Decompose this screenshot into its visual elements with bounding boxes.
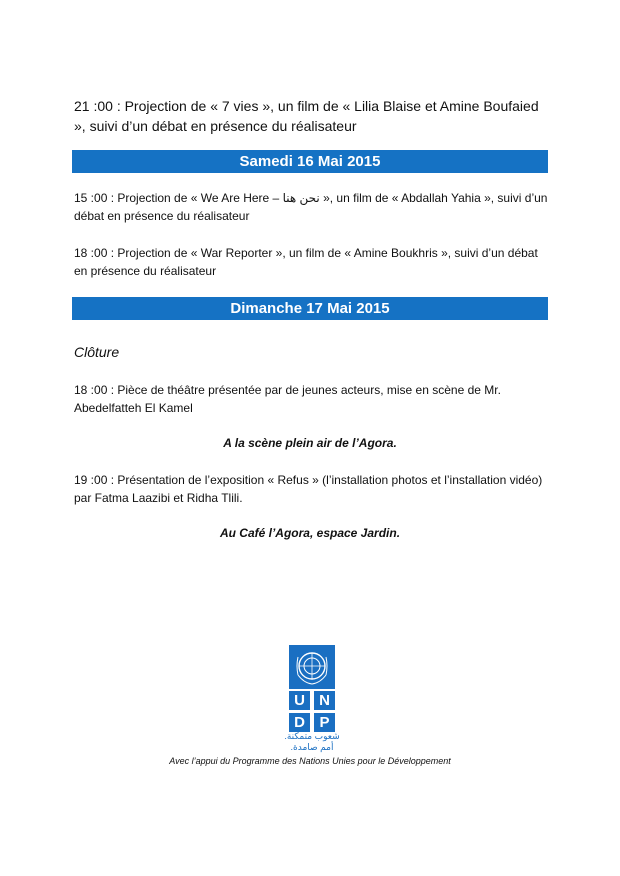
logo-letter: N — [314, 691, 335, 710]
event-paragraph: 18 :00 : Projection de « War Reporter », un film de « Amine Boukhris », suivi d’un débat en présence du réalisateur — [74, 246, 538, 278]
logo-tagline-line: أمم صامدة. — [290, 742, 334, 752]
event-paragraph: 15 :00 : Projection de « We Are Here – نحن هنا », un film de « Abdallah Yahia », suivi d’un débat en présence du réalisateur — [74, 191, 548, 223]
date-banner: Samedi 16 Mai 2015 — [72, 150, 548, 173]
undp-logo — [289, 645, 335, 733]
logo-letter: D — [289, 713, 310, 732]
support-note: Avec l’appui du Programme des Nations Unies pour le Développement — [169, 756, 451, 766]
venue-note: A la scène plein air de l’Agora. — [223, 436, 397, 450]
venue-note: Au Café l’Agora, espace Jardin. — [219, 526, 401, 540]
event-paragraph: 19 :00 : Présentation de l’exposition « Refus » (l’installation photos et l’installation vidéo) par Fatma Laazibi et Ridha Tlili. — [74, 473, 543, 505]
section-heading: Clôture — [74, 344, 120, 360]
event-paragraph: 18 :00 : Pièce de théâtre présentée par de jeunes acteurs, mise en scène de Mr. Abedelfatteh El Kamel — [74, 383, 501, 415]
logo-tagline-line: شعوب متمكنة. — [284, 731, 340, 741]
logo-tagline — [280, 731, 344, 753]
logo-letter: P — [314, 713, 335, 732]
logo-letter: U — [289, 691, 310, 710]
date-banner: Dimanche 17 Mai 2015 — [72, 297, 548, 320]
un-emblem-icon — [289, 645, 335, 689]
event-paragraph: 21 :00 : Projection de « 7 vies », un film de « Lilia Blaise et Amine Boufaied », suivi d’un débat en présence du réalisateur — [74, 98, 539, 134]
